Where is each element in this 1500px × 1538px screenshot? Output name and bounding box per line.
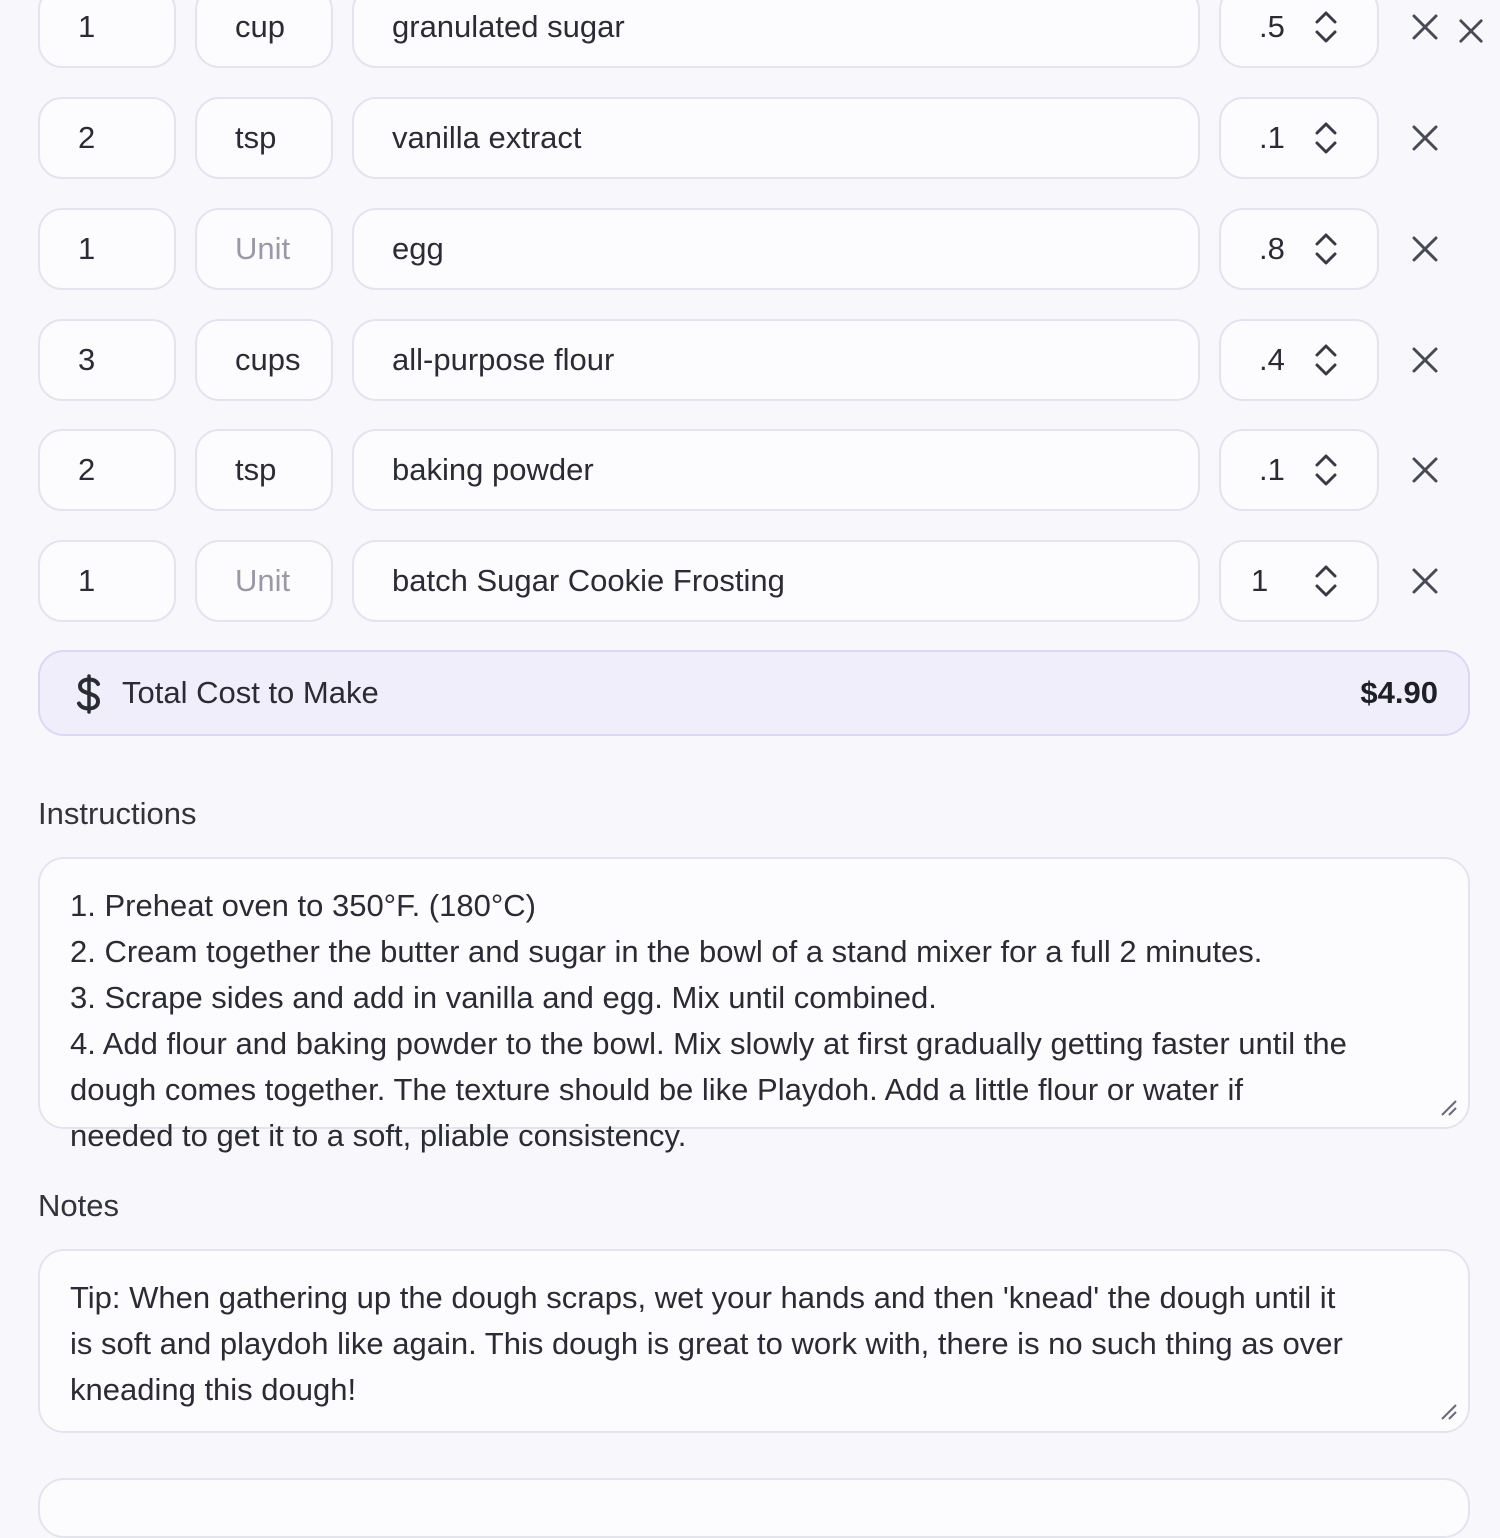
resize-handle-icon[interactable] — [1438, 1401, 1460, 1423]
quantity-input[interactable] — [38, 208, 176, 290]
ingredient-row — [38, 0, 1458, 68]
resize-handle-icon[interactable] — [1438, 1097, 1460, 1119]
ingredient-row — [38, 429, 1458, 511]
ingredient-name-value: baking powder — [392, 452, 594, 487]
quantity-value: 1 — [78, 231, 96, 266]
ingredient-name-input[interactable] — [352, 429, 1200, 511]
unit-value: tsp — [235, 120, 277, 155]
spinner-arrows-icon[interactable] — [1313, 118, 1339, 158]
next-field[interactable] — [38, 1478, 1470, 1538]
cost-value: .1 — [1259, 452, 1285, 487]
spinner-arrows-icon[interactable] — [1313, 340, 1339, 380]
ingredient-name-value: batch Sugar Cookie Frosting — [392, 563, 785, 598]
spinner-arrows-icon[interactable] — [1313, 7, 1339, 47]
dollar-icon — [74, 674, 104, 714]
unit-input[interactable] — [195, 208, 333, 290]
spinner-arrows-icon[interactable] — [1313, 229, 1339, 269]
instructions-textarea[interactable] — [38, 857, 1470, 1153]
notes-line: kneading this dough! — [70, 1372, 357, 1407]
unit-input[interactable] — [195, 0, 333, 68]
ingredient-row — [38, 208, 1458, 290]
unit-input[interactable] — [195, 429, 333, 511]
ingredient-name-input[interactable] — [352, 208, 1200, 290]
notes-label: Notes — [38, 1188, 119, 1223]
close-icon[interactable] — [1458, 18, 1484, 44]
ingredient-name-input[interactable] — [352, 97, 1200, 179]
remove-ingredient-icon[interactable] — [1411, 346, 1439, 374]
total-cost-bar — [38, 650, 1470, 736]
quantity-input[interactable] — [38, 319, 176, 401]
quantity-input[interactable] — [38, 429, 176, 511]
unit-input[interactable] — [195, 319, 333, 401]
quantity-input[interactable] — [38, 540, 176, 622]
unit-value: tsp — [235, 452, 277, 487]
ingredient-row — [38, 319, 1458, 401]
quantity-value: 3 — [78, 342, 96, 377]
ingredient-row — [38, 97, 1458, 179]
cost-stepper[interactable] — [1219, 208, 1379, 290]
instructions-line: 4. Add flour and baking powder to the bowl. Mix slowly at first gradually getting faster until the — [70, 1026, 1347, 1061]
ingredient-name-value: all-purpose flour — [392, 342, 615, 377]
total-cost-amount: $4.90 — [1360, 675, 1438, 710]
remove-ingredient-icon[interactable] — [1411, 456, 1439, 484]
instructions-label: Instructions — [38, 796, 197, 831]
ingredient-row — [38, 540, 1458, 622]
remove-ingredient-icon[interactable] — [1411, 235, 1439, 263]
remove-ingredient-icon[interactable] — [1411, 567, 1439, 595]
cost-value: 1 — [1251, 563, 1269, 598]
unit-input[interactable] — [195, 540, 333, 622]
cost-stepper[interactable] — [1219, 0, 1379, 68]
remove-ingredient-icon[interactable] — [1411, 13, 1439, 41]
quantity-value: 1 — [78, 9, 96, 44]
quantity-value: 2 — [78, 452, 96, 487]
quantity-value: 1 — [78, 563, 96, 598]
cost-stepper[interactable] — [1219, 97, 1379, 179]
spinner-arrows-icon[interactable] — [1313, 450, 1339, 490]
instructions-line: dough comes together. The texture should be like Playdoh. Add a little flour or water if — [70, 1072, 1243, 1107]
instructions-line: 2. Cream together the butter and sugar in the bowl of a stand mixer for a full 2 minutes. — [70, 934, 1263, 969]
cost-stepper[interactable] — [1219, 540, 1379, 622]
cost-value: .8 — [1259, 231, 1285, 266]
cost-value: .4 — [1259, 342, 1285, 377]
ingredient-name-value: vanilla extract — [392, 120, 582, 155]
unit-value: cup — [235, 9, 285, 44]
cost-stepper[interactable] — [1219, 319, 1379, 401]
instructions-line: 3. Scrape sides and add in vanilla and egg. Mix until combined. — [70, 980, 937, 1015]
unit-value: cups — [235, 342, 301, 377]
cost-value: .5 — [1259, 9, 1285, 44]
ingredient-name-value: granulated sugar — [392, 9, 625, 44]
notes-line: Tip: When gathering up the dough scraps, wet your hands and then 'knead' the dough until it — [70, 1280, 1336, 1315]
ingredient-name-input[interactable] — [352, 540, 1200, 622]
unit-placeholder: Unit — [235, 563, 291, 598]
cost-stepper[interactable] — [1219, 429, 1379, 511]
unit-input[interactable] — [195, 97, 333, 179]
notes-textarea[interactable] — [38, 1249, 1470, 1433]
spinner-arrows-icon[interactable] — [1313, 561, 1339, 601]
ingredient-name-input[interactable] — [352, 0, 1200, 68]
total-cost-label: Total Cost to Make — [122, 675, 379, 710]
quantity-input[interactable] — [38, 97, 176, 179]
quantity-value: 2 — [78, 120, 96, 155]
instructions-line: needed to get it to a soft, pliable consistency. — [70, 1118, 687, 1153]
cost-value: .1 — [1259, 120, 1285, 155]
notes-line: is soft and playdoh like again. This dough is great to work with, there is no such thing as over — [70, 1326, 1343, 1361]
ingredient-name-value: egg — [392, 231, 444, 266]
quantity-input[interactable] — [38, 0, 176, 68]
unit-placeholder: Unit — [235, 231, 291, 266]
instructions-line: 1. Preheat oven to 350°F. (180°C) — [70, 888, 536, 923]
ingredient-name-input[interactable] — [352, 319, 1200, 401]
remove-ingredient-icon[interactable] — [1411, 124, 1439, 152]
